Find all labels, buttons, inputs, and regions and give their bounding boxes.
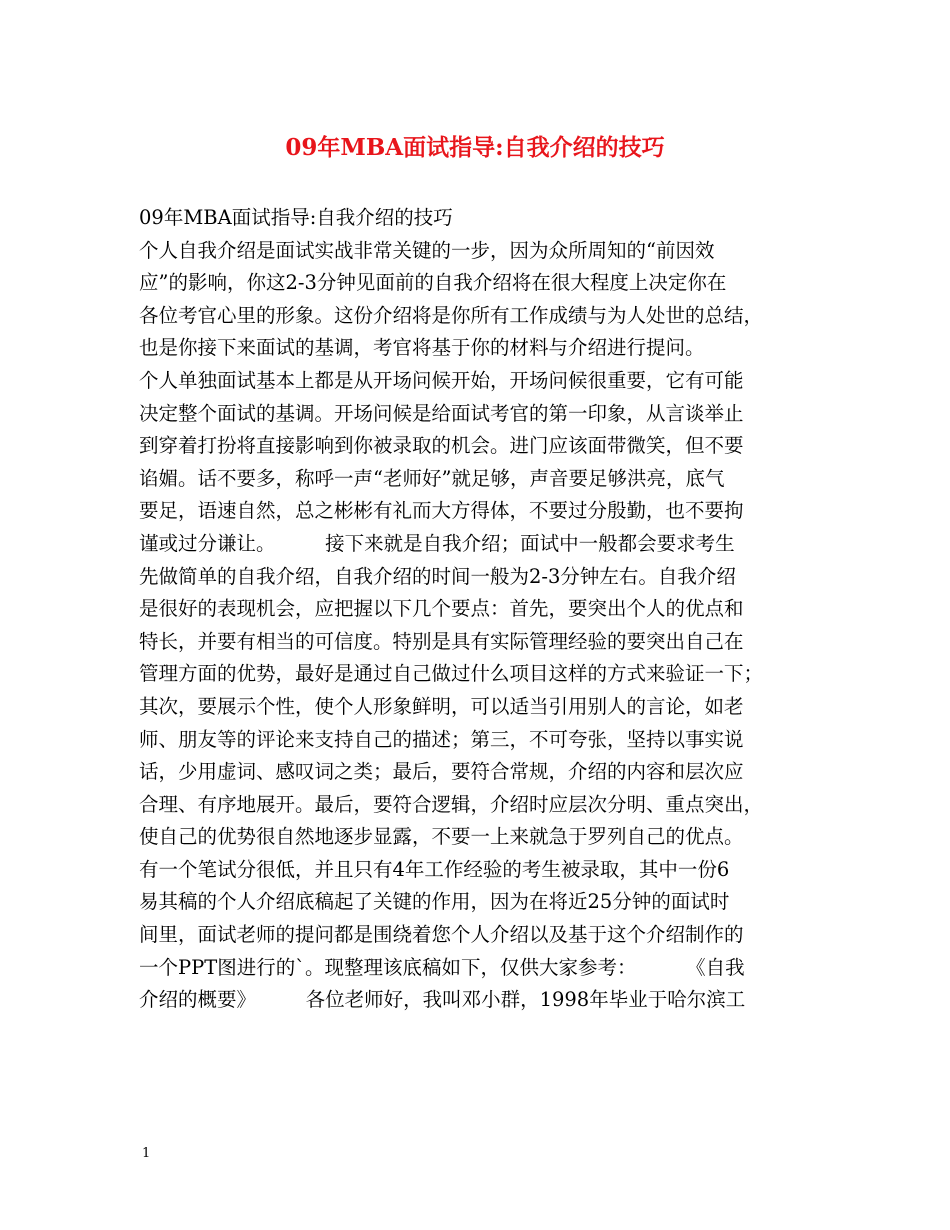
body-line: 各位考官心里的形象。这份介绍将是你所有工作成绩与为人处世的总结， [139,303,764,327]
body-line: 有一个笔试分很低，并且只有4年工作经验的考生被录取，其中一份6 [139,857,730,881]
body-line: 合理、有序地展开。最后，要符合逻辑，介绍时应层次分明、重点突出， [139,792,764,816]
body-line: 使自己的优势很自然地逐步显露，不要一上来就急于罗列自己的优点。 [139,825,744,849]
body-line: 介绍的概要》 各位老师好，我叫邓小群，1998年毕业于哈尔滨工 [139,988,746,1012]
body-line: 个人单独面试基本上都是从开场问候开始，开场问候很重要，它有可能 [139,368,744,392]
body-line: 也是你接下来面试的基调，考官将基于你的材料与介绍进行提问。 [139,336,705,360]
body-line: 先做简单的自我介绍，自我介绍的时间一般为2-3分钟左右。自我介绍 [139,564,736,588]
body-line: 09年MBA面试指导:自我介绍的技巧 [139,206,453,229]
body-line: 间里，面试老师的提问都是围绕着您个人介绍以及基于这个介绍制作的 [139,923,744,947]
body-line: 特长，并要有相当的可信度。特别是具有实际管理经验的要突出自己在 [139,629,744,653]
body-line: 师、朋友等的评论来支持自己的描述；第三，不可夸张，坚持以事实说 [139,727,744,751]
page-number: 1 [142,1146,151,1161]
body-line: 应”的影响，你这2-3分钟见面前的自我介绍将在很大程度上决定你在 [139,271,727,295]
body-line: 是很好的表现机会，应把握以下几个要点：首先，要突出个人的优点和 [139,597,744,621]
body-line: 谨或过分谦让。 接下来就是自我介绍；面试中一般都会要求考生 [139,531,735,555]
body-line: 个人自我介绍是面试实战非常关键的一步，因为众所周知的“前因效 [139,238,715,262]
body-line: 决定整个面试的基调。开场问候是给面试考官的第一印象，从言谈举止 [139,401,744,425]
body-line: 谄媚。话不要多，称呼一声“老师好”就足够，声音要足够洪亮，底气 [139,466,725,490]
body-line: 到穿着打扮将直接影响到你被录取的机会。进门应该面带微笑，但不要 [139,434,744,458]
body-line: 话，少用虚词、感叹词之类；最后，要符合常规，介绍的内容和层次应 [139,760,744,784]
body-line: 管理方面的优势，最好是通过自己做过什么项目这样的方式来验证一下； [139,662,764,686]
body-line: 易其稿的个人介绍底稿起了关键的作用，因为在将近25分钟的面试时 [139,890,730,914]
body-line: 其次，要展示个性，使个人形象鲜明，可以适当引用别人的言论，如老 [139,694,744,718]
body-line: 一个PPT图进行的`。现整理该底稿如下，仅供大家参考： 《自我 [139,955,745,979]
document-body [139,202,839,1017]
body-line: 要足，语速自然，总之彬彬有礼而大方得体，不要过分殷勤，也不要拘 [139,499,744,523]
document-title: 09年MBA面试指导:自我介绍的技巧 [285,134,665,161]
